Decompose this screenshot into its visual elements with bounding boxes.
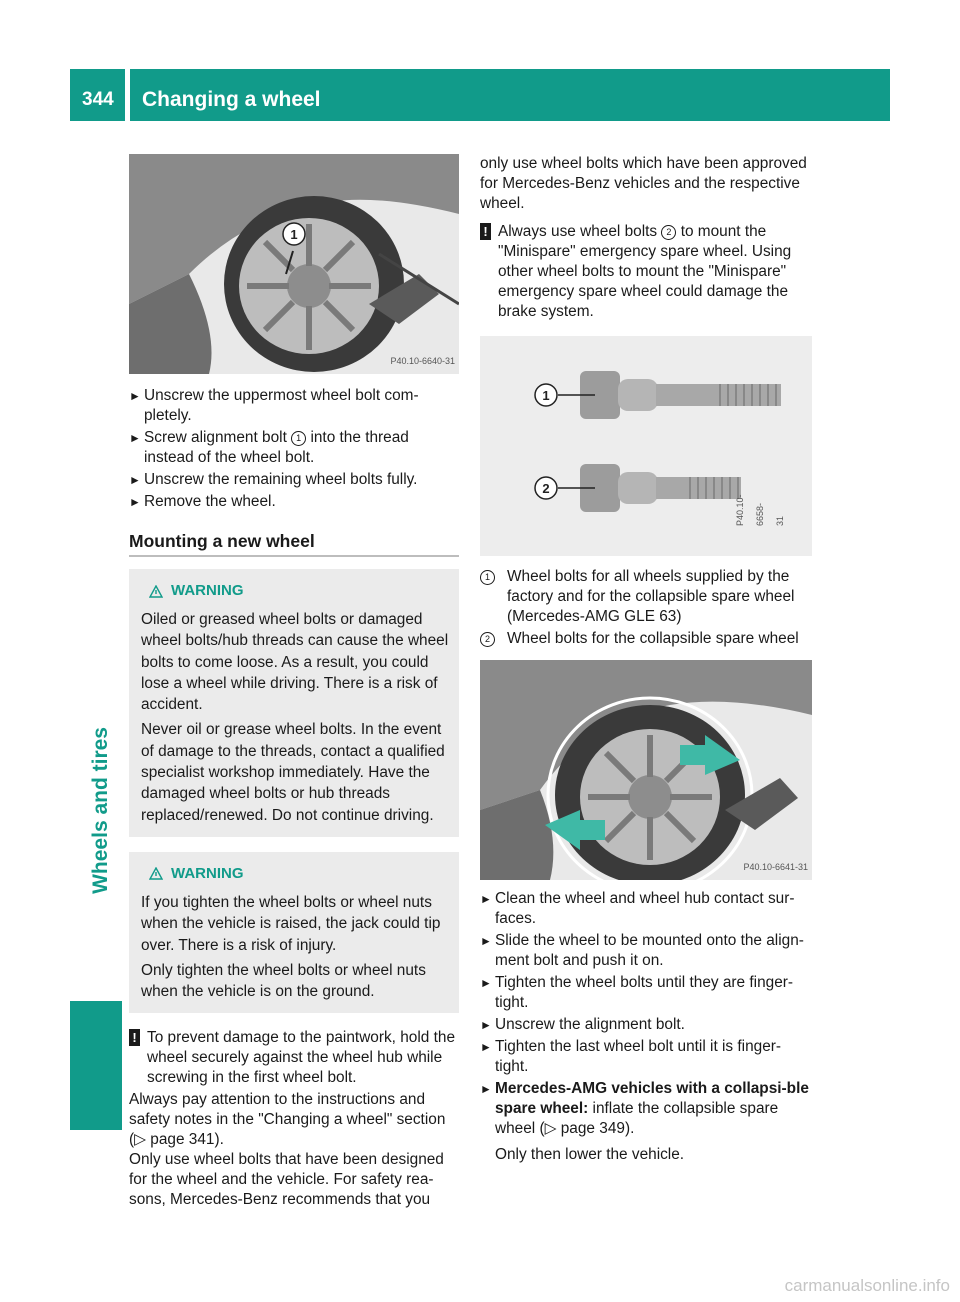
fig1-label: 1 [290,227,298,242]
note-minispare: ! Always use wheel bolts 2 to mount the "Minispare" emergency spare wheel. Using other wheel bolts to mount the "Minispare" emergency spare wheel could damage the brake system. [480,222,812,322]
legend-item-2: 2 Wheel bolts for the collapsible spare wheel [480,629,812,649]
watermark: carmanualsonline.info [784,1276,950,1295]
step-arrow-icon: ► [129,495,141,509]
callout-2-icon: 2 [661,225,676,240]
figure-id: P40.10-6641-31 [743,862,808,872]
exclamation-icon: ! [480,223,491,240]
step-arrow-icon: ► [480,1040,492,1054]
step-tighten-bolts: ► Tighten the wheel bolts until they are finger-tight. [480,974,794,1011]
callout-2-icon: 2 [480,632,495,647]
step-unscrew-remaining: ► Unscrew the remaining wheel bolts fully. [129,471,418,488]
section-sidebar [70,121,122,1001]
page-ref-link[interactable]: page 349 [560,1120,625,1137]
step-unscrew-alignment: ► Unscrew the alignment bolt. [480,1016,685,1033]
para-instructions: Always pay attention to the instructions and safety notes in the "Changing a wheel" section (▷ page 341). [129,1091,446,1149]
step-arrow-icon: ► [480,1082,492,1096]
page-title: Changing a wheel [142,88,321,111]
step-arrow-icon: ► [480,934,492,948]
warning-box-jack [129,852,459,1013]
warning-box-bolts [129,569,459,837]
callout-1-icon: 1 [480,570,495,585]
step-arrow-icon: ► [480,976,492,990]
legend-item-1: 1 Wheel bolts for all wheels supplied by the factory and for the collapsible spare wheel (Mercedes-AMG GLE 63) [480,567,812,627]
warning-text: If you tighten the wheel bolts or wheel nuts when the vehicle is raised, the jack could tip over. There is a risk of injury. [141,893,441,954]
warning-text: Oiled or greased wheel bolts or damaged wheel bolts/hub threads can cause the wheel bolts to come loose. As a result, you could lose a wheel while driving. There is a risk of accident. [141,611,449,714]
page-ref-arrow-icon: ▷ [544,1120,561,1137]
exclamation-icon: ! [129,1029,140,1046]
warning-header: WARNING [149,864,451,884]
figure-id: P40.10-6640-31 [390,356,455,366]
figure-wheel-alignment-bolt [129,154,459,374]
final-instruction: Only then lower the vehicle. [495,1146,685,1163]
note-paintwork: ! To prevent damage to the paintwork, hold the wheel securely against the wheel hub while screwing in the first wheel bolt. [129,1028,459,1088]
left-column [129,154,459,1210]
removal-steps [129,386,459,512]
figure-id: P40.10-6658-31 [735,494,785,526]
page-header [70,69,890,121]
step-screw-alignment: ► Screw alignment bolt 1 into the thread instead of the wheel bolt. [129,429,409,466]
step-slide-wheel: ► Slide the wheel to be mounted onto the align-ment bolt and push it on. [480,932,804,969]
step-clean: ► Clean the wheel and wheel hub contact sur-faces. [480,890,795,927]
section-marker [70,1001,122,1130]
step-remove-wheel: ► Remove the wheel. [129,493,276,510]
step-tighten-last: ► Tighten the last wheel bolt until it is finger-tight. [480,1038,782,1075]
figure-mounting-wheel [480,660,812,880]
fig2-label-2: 2 [542,481,550,496]
right-column [480,154,812,1165]
warning-header: WARNING [149,581,451,601]
warning-triangle-icon [149,867,163,880]
mounting-steps [480,889,812,1165]
section-heading: Mounting a new wheel [129,531,459,557]
warning-triangle-icon [149,585,163,598]
para-wheel-bolts: Only use wheel bolts that have been designed for the wheel and the vehicle. For safety rea-sons, Mercedes-Benz recommends that you [129,1151,444,1209]
fig2-label-1: 1 [542,388,550,403]
warning-text: Only tighten the wheel bolts or wheel nuts when the vehicle is on the ground. [141,961,426,1001]
wheel-alignment-illustration [129,154,459,374]
page-number: 344 [82,89,114,110]
page-ref-arrow-icon: ▷ [134,1131,151,1149]
header-separator [125,69,130,121]
step-arrow-icon: ► [480,1018,492,1032]
step-arrow-icon: ► [480,892,492,906]
para-continued: only use wheel bolts which have been approved for Mercedes-Benz vehicles and the respective wheel. [480,155,807,212]
step-unscrew-uppermost: ► Unscrew the uppermost wheel bolt com-pletely. [129,387,419,424]
step-arrow-icon: ► [129,389,141,403]
bolt-legend [480,567,812,649]
figure-wheel-bolts [480,336,812,556]
step-arrow-icon: ► [129,473,141,487]
mounting-wheel-illustration [480,660,812,880]
page-ref-link[interactable]: page 341 [150,1131,215,1149]
step-arrow-icon: ► [129,431,141,445]
section-label: Wheels and tires [89,727,112,894]
step-amg-inflate: ► Mercedes-AMG vehicles with a collapsi-ble spare wheel: inflate the collapsible spare wheel (▷ page 349). [480,1080,809,1137]
warning-text: Never oil or grease wheel bolts. In the event of damage to the threads, contact a qualified specialist workshop immediately. Have the damaged wheel bolts or hub threads replaced/renewed. Do not continue driving. [141,721,445,824]
callout-1-icon: 1 [291,431,306,446]
